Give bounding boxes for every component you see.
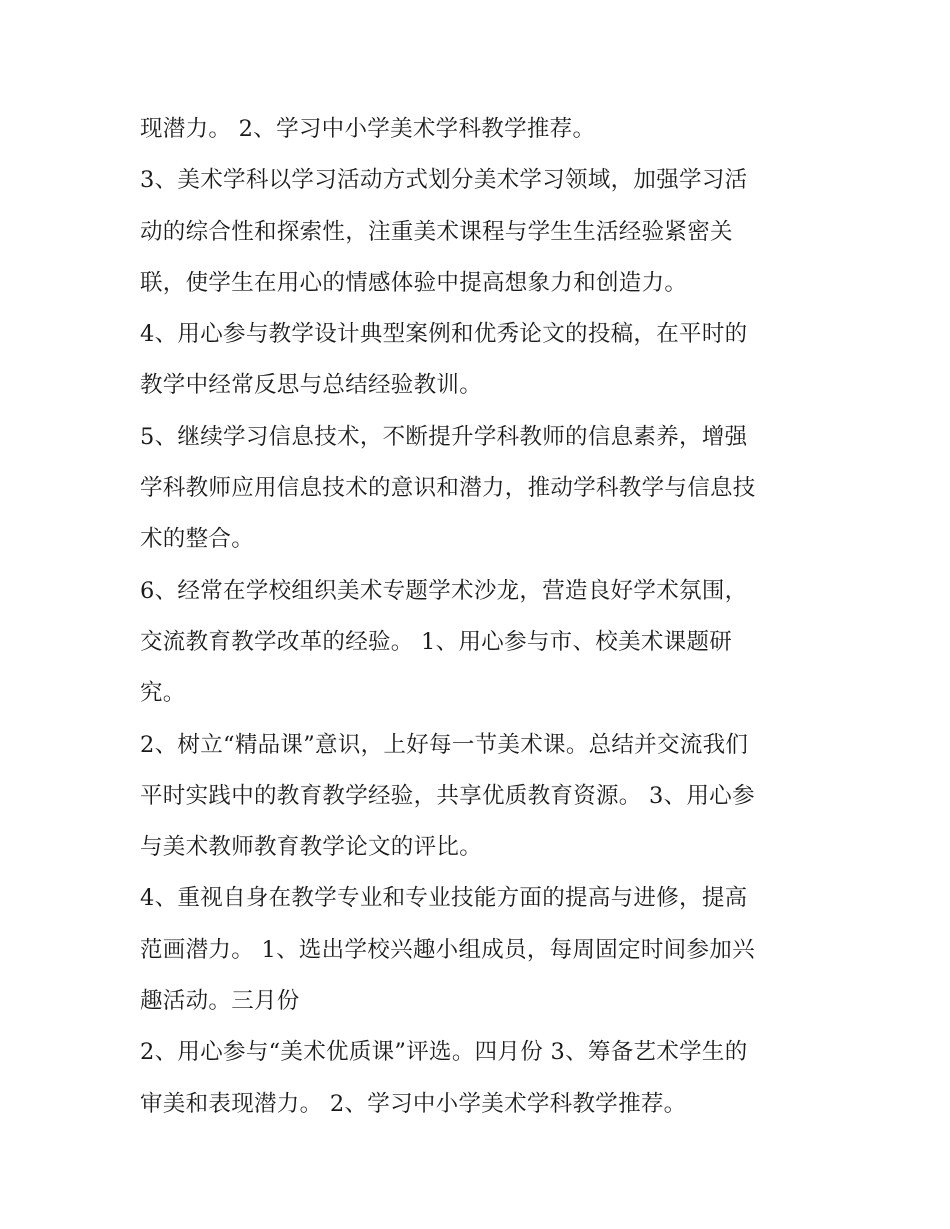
text-line: 学科教师应用信息技术的意识和潜力，推动学科教学与信息技 (140, 475, 756, 502)
text-line: 趣活动。三月份 (140, 988, 300, 1015)
text-line: 现潜力。 2、学习中小学美术学科教学推荐。 (140, 116, 596, 142)
text-line: 究。 (140, 680, 186, 707)
text-line: 教学中经常反思与总结经验教训。 (140, 372, 483, 399)
text-line: 5、继续学习信息技术，不断提升学科教师的信息素养，增强 (140, 423, 748, 450)
text-line: 动的综合性和探索性，注重美术课程与学生生活经验紧密关 (140, 218, 733, 245)
text-line: 4、用心参与教学设计典型案例和优秀论文的投稿，在平时的 (140, 321, 748, 348)
text-line: 6、经常在学校组织美术专题学术沙龙，营造良好学术氛围， (140, 577, 748, 604)
text-line: 2、树立“精品课”意识，上好每一节美术课。总结并交流我们 (140, 731, 749, 758)
text-line: 平时实践中的教育教学经验，共享优质教育资源。 3、用心参 (140, 782, 755, 809)
text-line: 联，使学生在用心的情感体验中提高想象力和创造力。 (140, 269, 688, 296)
text-line: 2、用心参与“美术优质课”评选。四月份 3、筹备艺术学生的 (140, 1039, 748, 1066)
text-line: 3、美术学科以学习活动方式划分美术学习领域，加强学习活 (140, 167, 748, 194)
text-line: 术的整合。 (140, 526, 255, 553)
document-body (140, 104, 820, 1130)
text-line: 交流教育教学改革的经验。 1、用心参与市、校美术课题研 (140, 628, 733, 655)
text-line: 4、重视自身在教学专业和专业技能方面的提高与进修，提高 (140, 885, 748, 912)
text-line: 审美和表现潜力。 2、学习中小学美术学科教学推荐。 (140, 1090, 687, 1117)
text-line: 与美术教师教育教学论文的评比。 (140, 834, 483, 861)
text-line: 范画潜力。 1、选出学校兴趣小组成员，每周固定时间参加兴 (140, 936, 755, 963)
